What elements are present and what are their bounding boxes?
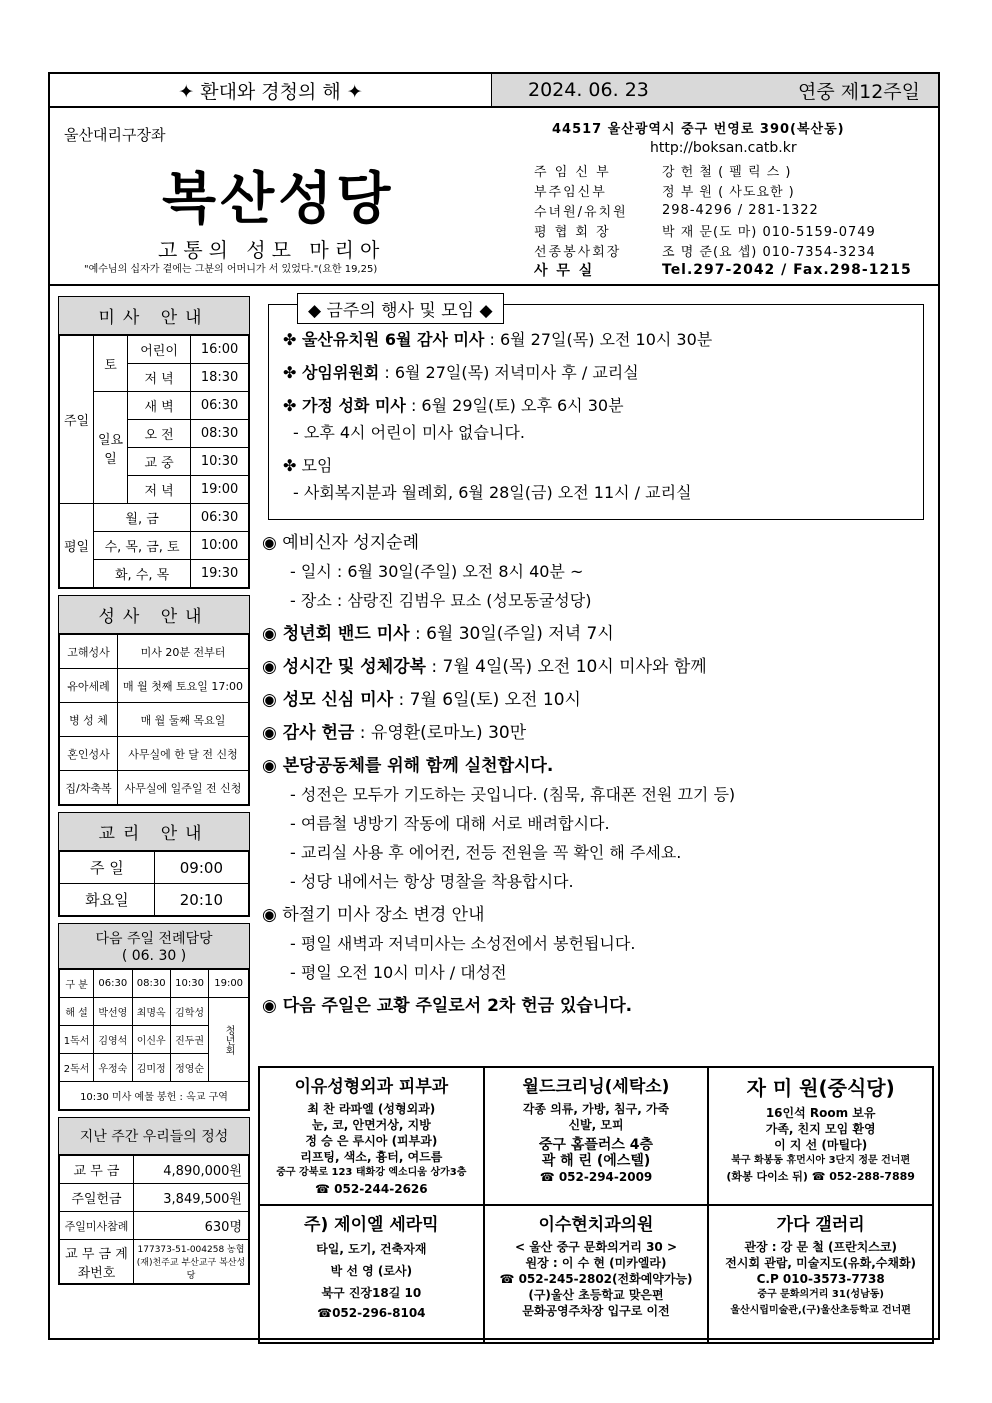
- duty-cell: 이신우: [132, 1026, 170, 1054]
- staff-row: 평 협 회 장 박 재 문(도 마) 010-5159-0749: [534, 224, 876, 240]
- scripture-quote: "예수님의 십자가 곁에는 그분의 어머니가 서 있었다."(요한 19,25): [84, 264, 378, 275]
- mass-time: 10:00: [191, 532, 249, 560]
- sacrament-cell: 매 월 첫째 토요일 17:00: [118, 669, 249, 703]
- website-link[interactable]: http://boksan.catb.kr: [650, 140, 797, 156]
- duty-head: 10:30: [170, 970, 208, 998]
- ad-box: 월드크리닝(세탁소) 각종 의류, 가방, 침구, 가죽 신발, 모피 중구 홈플러스 4층 곽 해 린 (에스텔) ☎ 052-294-2009: [484, 1067, 709, 1205]
- staff-row: 부주임신부 정 부 원 ( 사도요한 ): [534, 184, 795, 200]
- duty-cell: 최명옥: [132, 998, 170, 1026]
- year-theme: ✦ 환대와 경청의 해 ✦: [50, 74, 492, 106]
- ad-box: 이유성형외과 피부과 최 찬 라파엘 (성형외과) 눈, 코, 안면거상, 지방 정 승 은 루시아 (피부과) 리프팅, 색소, 흉터, 여드름 중구 강북로 123 태화강 엑소디움 상가3층 ☎ 052-244-2626: [259, 1067, 484, 1205]
- office-contact: 사 무 실 Tel.297-2042 / Fax.298-1215: [534, 262, 912, 279]
- offering-info: [58, 1117, 250, 1285]
- mass-cell: 오 전: [128, 420, 191, 448]
- staff-row: 수녀원/유치원 298-4296 / 281-1322: [534, 202, 819, 220]
- mass-cell: 저 녁: [128, 364, 191, 392]
- duty-head: 19:00: [209, 970, 249, 998]
- mass-cell: 새 벽: [128, 392, 191, 420]
- mass-time: 16:00: [191, 336, 249, 364]
- staff-row: 선종봉사회장 조 명 준(요 셉) 010-7354-3234: [534, 244, 876, 260]
- notice-item: ◉ 성시간 및 성체강복 : 7월 4일(목) 오전 10시 미사와 함께: [262, 657, 707, 677]
- left-column: [58, 296, 250, 1291]
- duty-cell: 김미정: [132, 1054, 170, 1082]
- account-number: 177373-51-004258 농협 (재)천주교 부산교구 복산성당: [134, 1240, 249, 1284]
- offering-title: 지난 주간 우리들의 정성: [59, 1118, 249, 1155]
- address: 44517 울산광역시 중구 번영로 390(복산동): [552, 122, 845, 137]
- duty-cell: 1독서: [60, 1026, 94, 1054]
- parish-name: 복산성당: [162, 166, 395, 232]
- mass-cell: 교 중: [128, 448, 191, 476]
- sacrament-info: [58, 595, 250, 806]
- weekday-label: 평일: [60, 504, 94, 588]
- duty-cell: 정영순: [170, 1054, 208, 1082]
- patron-name: 고통의 성모 마리아: [158, 238, 386, 262]
- notice-list: [262, 528, 934, 1016]
- duty-head: 08:30: [132, 970, 170, 998]
- staff-row: 주 임 신 부 강 헌 철 ( 펠 릭 스 ): [534, 164, 792, 180]
- sacrament-cell: 매 월 둘째 목요일: [118, 703, 249, 737]
- mass-time: 08:30: [191, 420, 249, 448]
- duty-title: 다음 주일 전례담당: [95, 931, 213, 947]
- mass-time: 10:30: [191, 448, 249, 476]
- sunday-label: 주일: [60, 336, 94, 504]
- duty-cell: 김영석: [94, 1026, 132, 1054]
- mass-schedule: [58, 296, 250, 589]
- offering-value: 3,849,500원: [134, 1184, 249, 1212]
- notice-item: ◉ 본당공동체를 위해 함께 실천합시다. - 성전은 모두가 기도하는 곳입니다. (침묵, 휴대폰 전원 끄기 등) - 여름철 냉방기 작동에 대해 서로 배려합시다. - 교리실 사용 후 에어컨, 전등 전원을 꼭 확인 해 주세요. - 성당 내에서는 항상 명찰을 착용합시다.: [262, 756, 736, 891]
- notice-item: ◉ 성모 신심 미사 : 7월 6일(토) 오전 10시: [262, 690, 581, 710]
- liturgy-duty: [58, 923, 250, 1111]
- staff-list: [534, 160, 934, 280]
- event-item: ✤ 상임위원회 : 6월 27일(목) 저녁미사 후 / 교리실: [283, 363, 639, 382]
- duty-date: ( 06. 30 ): [121, 948, 187, 964]
- notice-item: ◉ 다음 주일은 교황 주일로서 2차 헌금 있습니다.: [262, 996, 633, 1016]
- offering-cell: 주일미사참례: [60, 1212, 134, 1240]
- mass-cell: 월, 금: [94, 504, 191, 532]
- bulletin-date: 2024. 06. 23: [528, 79, 649, 101]
- account-label: 교 무 금 계좌번호: [60, 1240, 134, 1284]
- mass-cell: 저 녁: [128, 476, 191, 504]
- duty-title-box: [59, 924, 249, 969]
- duty-cell: 해 설: [60, 998, 94, 1026]
- notice-item: ◉ 청년회 밴드 미사 : 6월 30일(주일) 저녁 7시: [262, 624, 614, 644]
- weekly-events: [268, 301, 924, 520]
- events-title: ◆ 금주의 행사 및 모임 ◆: [297, 293, 504, 324]
- bulletin-frame: [48, 72, 940, 1340]
- sacrament-cell: 미사 20분 전부터: [118, 635, 249, 669]
- sacrament-title: 성사 안내: [59, 596, 249, 634]
- duty-head: 06:30: [94, 970, 132, 998]
- mass-time: 19:30: [191, 560, 249, 588]
- offering-cell: 주일헌금: [60, 1184, 134, 1212]
- offering-value: 4,890,000원: [134, 1156, 249, 1184]
- offering-cell: 교 무 금: [60, 1156, 134, 1184]
- mass-time: 19:00: [191, 476, 249, 504]
- duty-cell: 박선영: [94, 998, 132, 1026]
- sacrament-cell: 병 성 체: [60, 703, 118, 737]
- event-item: ✤ 가정 성화 미사 : 6월 29일(토) 오후 6시 30분 - 오후 4시 어린이 미사 없습니다.: [283, 396, 624, 442]
- ad-box: 자 미 원(중식당) 16인석 Room 보유 가족, 친지 모임 환영 이 지 선 (마틸다) 북구 화봉동 휴먼시아 3단지 정문 건너편 (화봉 다이소 뒤) ☎ 052-288-7889: [708, 1067, 933, 1205]
- ad-box: 가다 갤러리 관장 : 강 문 철 (프란치스코) 전시회 관람, 미술지도(유화,수채화) C.P 010-3573-7738 중구 문화의거리 31(성남동) 울산시립미술관,(구)울산초등학교 건너편: [708, 1205, 933, 1343]
- catechism-cell: 화요일: [60, 884, 155, 916]
- youth-cell: 청년회: [209, 998, 249, 1082]
- mass-time: 18:30: [191, 364, 249, 392]
- sacrament-cell: 사무실에 한 달 전 신청: [118, 737, 249, 771]
- catechism-info: [58, 812, 250, 917]
- notice-item: ◉ 예비신자 성지순례 - 일시 : 6월 30일(주일) 오전 8시 40분 ~ - 장소 : 삼랑진 김범우 묘소 (성모동굴성당): [262, 533, 592, 610]
- event-item: ✤ 모임 - 사회복지분과 월례회, 6월 28일(금) 오전 11시 / 교리실: [283, 456, 692, 502]
- ad-box: 이수현치과의원 < 울산 중구 문화의거리 30 > 원장 : 이 수 현 (미카엘라) ☎ 052-245-2802(전화예약가능) (구)울산 초등학교 맞은편 문화공영주차장 입구로 이전: [484, 1205, 709, 1343]
- duty-cell: 진두권: [170, 1026, 208, 1054]
- ad-box: 주) 제이엘 세라믹 타일, 도기, 건축자재 박 선 영 (로사) 북구 진장18길 10 ☎052-296-8104: [259, 1205, 484, 1343]
- right-column: [262, 296, 934, 1016]
- saturday-label: 토: [94, 336, 128, 392]
- duty-cell: 김학성: [170, 998, 208, 1026]
- sacrament-cell: 고해성사: [60, 635, 118, 669]
- mass-cell: 수, 목, 금, 토: [94, 532, 191, 560]
- mass-title: 미사 안내: [59, 297, 249, 335]
- event-item: ✤ 울산유치원 6월 감사 미사 : 6월 27일(목) 오전 10시 30분: [283, 330, 713, 349]
- date-box: [492, 74, 938, 106]
- duty-note: 10:30 미사 예물 봉헌 : 옥교 구역: [60, 1082, 249, 1110]
- sacrament-cell: 집/차축복: [60, 771, 118, 805]
- sacrament-cell: 사무실에 일주일 전 신청: [118, 771, 249, 805]
- offering-value: 630명: [134, 1212, 249, 1240]
- catechism-cell: 09:00: [154, 852, 248, 884]
- liturgical-week: 연중 제12주일: [798, 80, 920, 103]
- diocese-label: 울산대리구장좌: [64, 126, 166, 144]
- advertisements: [258, 1066, 934, 1344]
- catechism-title: 교리 안내: [59, 813, 249, 851]
- duty-cell: 우정숙: [94, 1054, 132, 1082]
- mass-time: 06:30: [191, 504, 249, 532]
- catechism-cell: 20:10: [154, 884, 248, 916]
- notice-item: ◉ 감사 헌금 : 유영환(로마노) 30만: [262, 723, 527, 743]
- sunday-day-label: 일요일: [94, 392, 128, 504]
- mass-cell: 어린이: [128, 336, 191, 364]
- sacrament-cell: 유아세례: [60, 669, 118, 703]
- mass-cell: 화, 수, 목: [94, 560, 191, 588]
- sacrament-cell: 혼인성사: [60, 737, 118, 771]
- top-bar: [50, 74, 938, 108]
- catechism-cell: 주 일: [60, 852, 155, 884]
- notice-item: ◉ 하절기 미사 장소 변경 안내 - 평일 새벽과 저녁미사는 소성전에서 봉헌됩니다. - 평일 오전 10시 미사 / 대성전: [262, 905, 636, 982]
- header: [50, 110, 938, 286]
- duty-cell: 2독서: [60, 1054, 94, 1082]
- duty-head: 구 분: [60, 970, 94, 998]
- mass-time: 06:30: [191, 392, 249, 420]
